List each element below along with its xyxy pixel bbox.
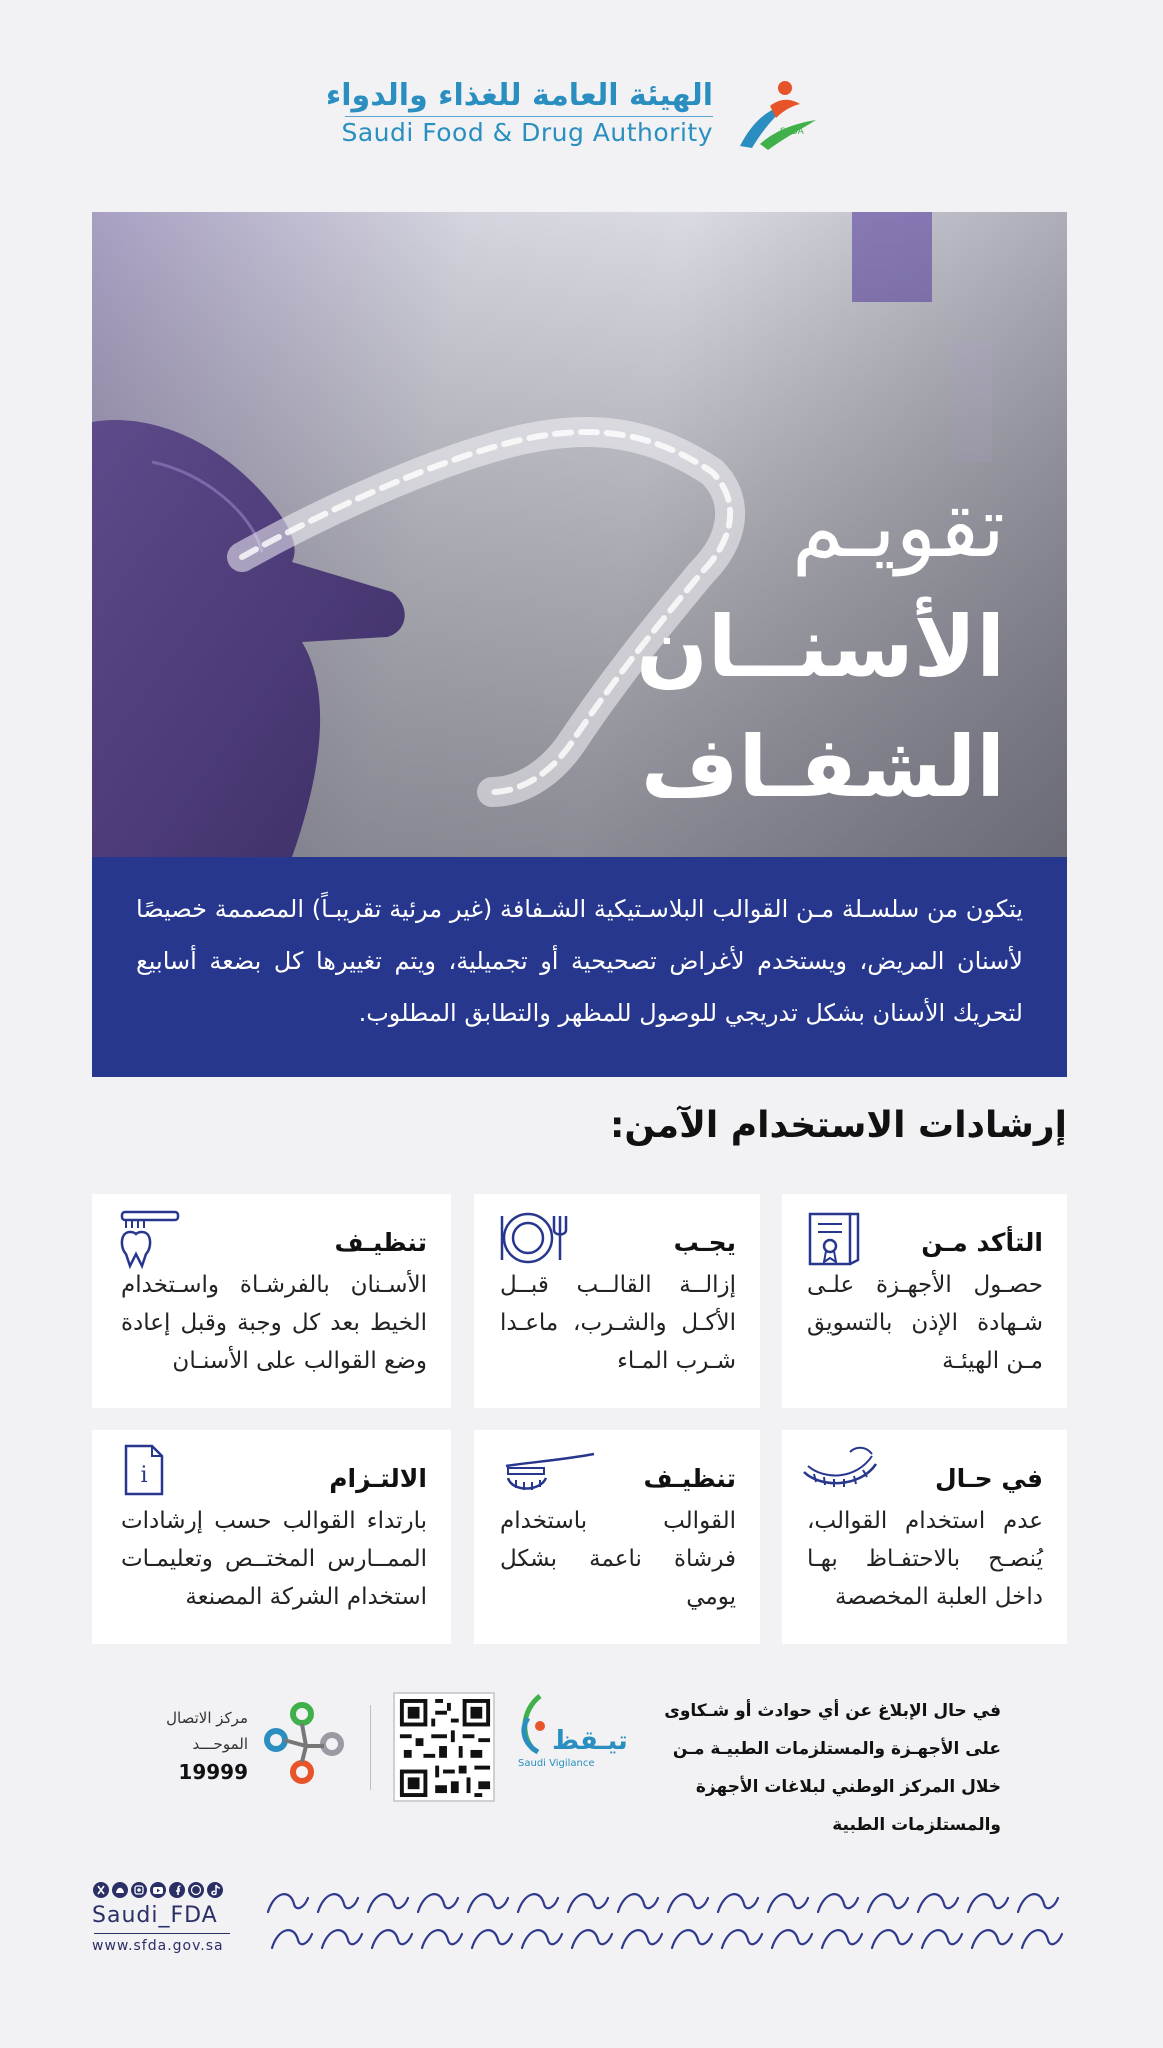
- guidelines-heading: إرشادات الاستخدام الآمن:: [610, 1105, 1067, 1146]
- card-body: عدم استخدام القوالب، يُنصـح بالاحتفـاظ بهـا داخل العلبة المخصصة: [807, 1508, 1043, 1610]
- toothbrush-aligner-icon: [502, 1452, 598, 1496]
- hero-image: [92, 212, 1067, 857]
- handle-rule: [94, 1933, 230, 1934]
- footer-divider: [370, 1705, 371, 1790]
- contact-label-line1: مركز الاتصال: [166, 1709, 248, 1727]
- unified-center-logo: [262, 1700, 350, 1790]
- pattern-motif: [772, 1930, 812, 1948]
- logo-rule: [345, 116, 713, 117]
- card-title: يجـب: [673, 1228, 736, 1257]
- pattern-motif: [672, 1930, 712, 1948]
- guideline-card-brushing: [92, 1194, 451, 1408]
- snapchat-icon[interactable]: [112, 1882, 128, 1898]
- description-panel: يتكون من سلسـلة مـن القوالب البلاسـتيكية الشـفافة (غير مرئية تقريبـاً) المصممة خصيصًا لأسنان المريض، ويستخدم لأغراض تصحيحية أو تجميلية، ويتم تغييرها كل بضعة أسابيع لتحريك الأسنان بشكل تدريجي للوصول للمظهر والتطابق المطلوب.: [92, 857, 1067, 1077]
- guideline-card-cleaning: [474, 1430, 760, 1644]
- pattern-motif: [922, 1930, 962, 1948]
- pattern-motif: [318, 1894, 358, 1912]
- aligner-tray-icon: [800, 1444, 880, 1492]
- tooth-brushing-icon: [116, 1208, 180, 1270]
- youtube-icon[interactable]: [150, 1882, 166, 1898]
- plate-cutlery-icon: [498, 1210, 570, 1266]
- card-title: التأكد مـن: [921, 1228, 1043, 1257]
- org-name-english: Saudi Food & Drug Authority: [341, 118, 713, 147]
- pattern-motif: [522, 1930, 562, 1948]
- pattern-motif: [968, 1894, 1008, 1912]
- pattern-motif: [818, 1894, 858, 1912]
- saudi-vigilance-logo: [512, 1690, 628, 1780]
- pattern-motif: [272, 1930, 312, 1948]
- card-body: الأسـنان بالفرشـاة واسـتخدام الخيط بعد كل وجبة وقبل إعادة وضع القوالب على الأسنـان: [121, 1272, 427, 1374]
- guideline-card-certificate: [782, 1194, 1067, 1408]
- hero-title-line2: الأسنــان: [636, 598, 1005, 696]
- pattern-motif: [468, 1894, 508, 1912]
- card-title: تنظيـف: [643, 1464, 736, 1493]
- pattern-motif: [822, 1930, 862, 1948]
- pattern-motif: [668, 1894, 708, 1912]
- hero-title-line1: تقويـم: [791, 478, 1005, 576]
- pattern-motif: [518, 1894, 558, 1912]
- certificate-icon: [806, 1210, 862, 1270]
- card-body: بارتداء القوالب حسب إرشادات الممــارس المختــص وتعليمـات استخدام الشركة المصنعة: [121, 1508, 427, 1610]
- pattern-motif: [268, 1894, 308, 1912]
- social-icons: [92, 1880, 232, 1900]
- hero-title: [636, 467, 1005, 827]
- card-body: القوالب باستخدام فرشاة ناعمة بشكل يومي: [500, 1508, 736, 1610]
- pattern-motif: [718, 1894, 758, 1912]
- pattern-motif: [868, 1894, 908, 1912]
- info-document-icon: [122, 1442, 166, 1498]
- pattern-motif: [568, 1894, 608, 1912]
- sfda-mark-text: SFDA: [780, 127, 804, 137]
- sfda-logo: [0, 72, 1163, 162]
- pattern-motif: [1022, 1930, 1062, 1948]
- sfda-mark-icon: [730, 76, 818, 156]
- pattern-motif: [368, 1894, 408, 1912]
- contact-label-line2: الموحـــد: [192, 1735, 248, 1753]
- pattern-motif: [622, 1930, 662, 1948]
- card-title: تنظيـف: [334, 1228, 427, 1257]
- svg-text:i: i: [140, 1463, 148, 1488]
- x-icon[interactable]: [93, 1882, 109, 1898]
- whatsapp-icon[interactable]: [188, 1882, 204, 1898]
- pattern-motif: [422, 1930, 462, 1948]
- qr-code-icon: [396, 1695, 494, 1801]
- vigilance-english: Saudi Vigilance: [518, 1758, 595, 1769]
- pattern-motif: [768, 1894, 808, 1912]
- org-name-arabic: الهيئة العامة للغذاء والدواء: [325, 78, 713, 113]
- contact-number[interactable]: 19999: [178, 1760, 248, 1784]
- report-notice: في حال الإبلاغ عن أي حوادث أو شـكاوى على الأجهـزة والمستلزمات الطبيـة مـن خلال المركز الوطني لبلاغات الأجهزة والمستلزمات الطبية: [664, 1701, 1001, 1835]
- pattern-motif: [972, 1930, 1012, 1948]
- pattern-motif: [1018, 1894, 1058, 1912]
- pattern-motif: [572, 1930, 612, 1948]
- card-title: الالتـزام: [329, 1464, 427, 1493]
- guideline-card-commitment: [92, 1430, 451, 1644]
- pattern-motif: [472, 1930, 512, 1948]
- website-link[interactable]: www.sfda.gov.sa: [92, 1938, 224, 1954]
- hero-title-line3: الشفـاف: [640, 718, 1005, 816]
- card-title: في حـال: [934, 1464, 1043, 1493]
- decorative-pattern: [262, 1878, 1067, 1954]
- pattern-motif: [322, 1930, 362, 1948]
- facebook-icon[interactable]: [169, 1882, 185, 1898]
- card-body: إزالــة القالــب قبــل الأكـل والشـرب، ماعـدا شـرب المـاء: [500, 1272, 736, 1374]
- pattern-motif: [618, 1894, 658, 1912]
- pattern-motif: [918, 1894, 958, 1912]
- instagram-icon[interactable]: [131, 1882, 147, 1898]
- contact-center: [150, 1705, 248, 1787]
- guideline-card-storage: [782, 1430, 1067, 1644]
- social-handle[interactable]: Saudi_FDA: [92, 1903, 218, 1928]
- qr-code[interactable]: [393, 1692, 495, 1802]
- tiktok-icon[interactable]: [207, 1882, 223, 1898]
- pattern-motif: [418, 1894, 458, 1912]
- guideline-card-remove: [474, 1194, 760, 1408]
- pattern-motif: [872, 1930, 912, 1948]
- pattern-motif: [722, 1930, 762, 1948]
- pattern-motif: [372, 1930, 412, 1948]
- unified-center-icon: [262, 1700, 350, 1790]
- card-body: حصـول الأجهـزة علـى شـهادة الإذن بالتسويق مـن الهيئـة: [807, 1272, 1043, 1374]
- vigilance-arabic: تيـقظ: [552, 1726, 628, 1756]
